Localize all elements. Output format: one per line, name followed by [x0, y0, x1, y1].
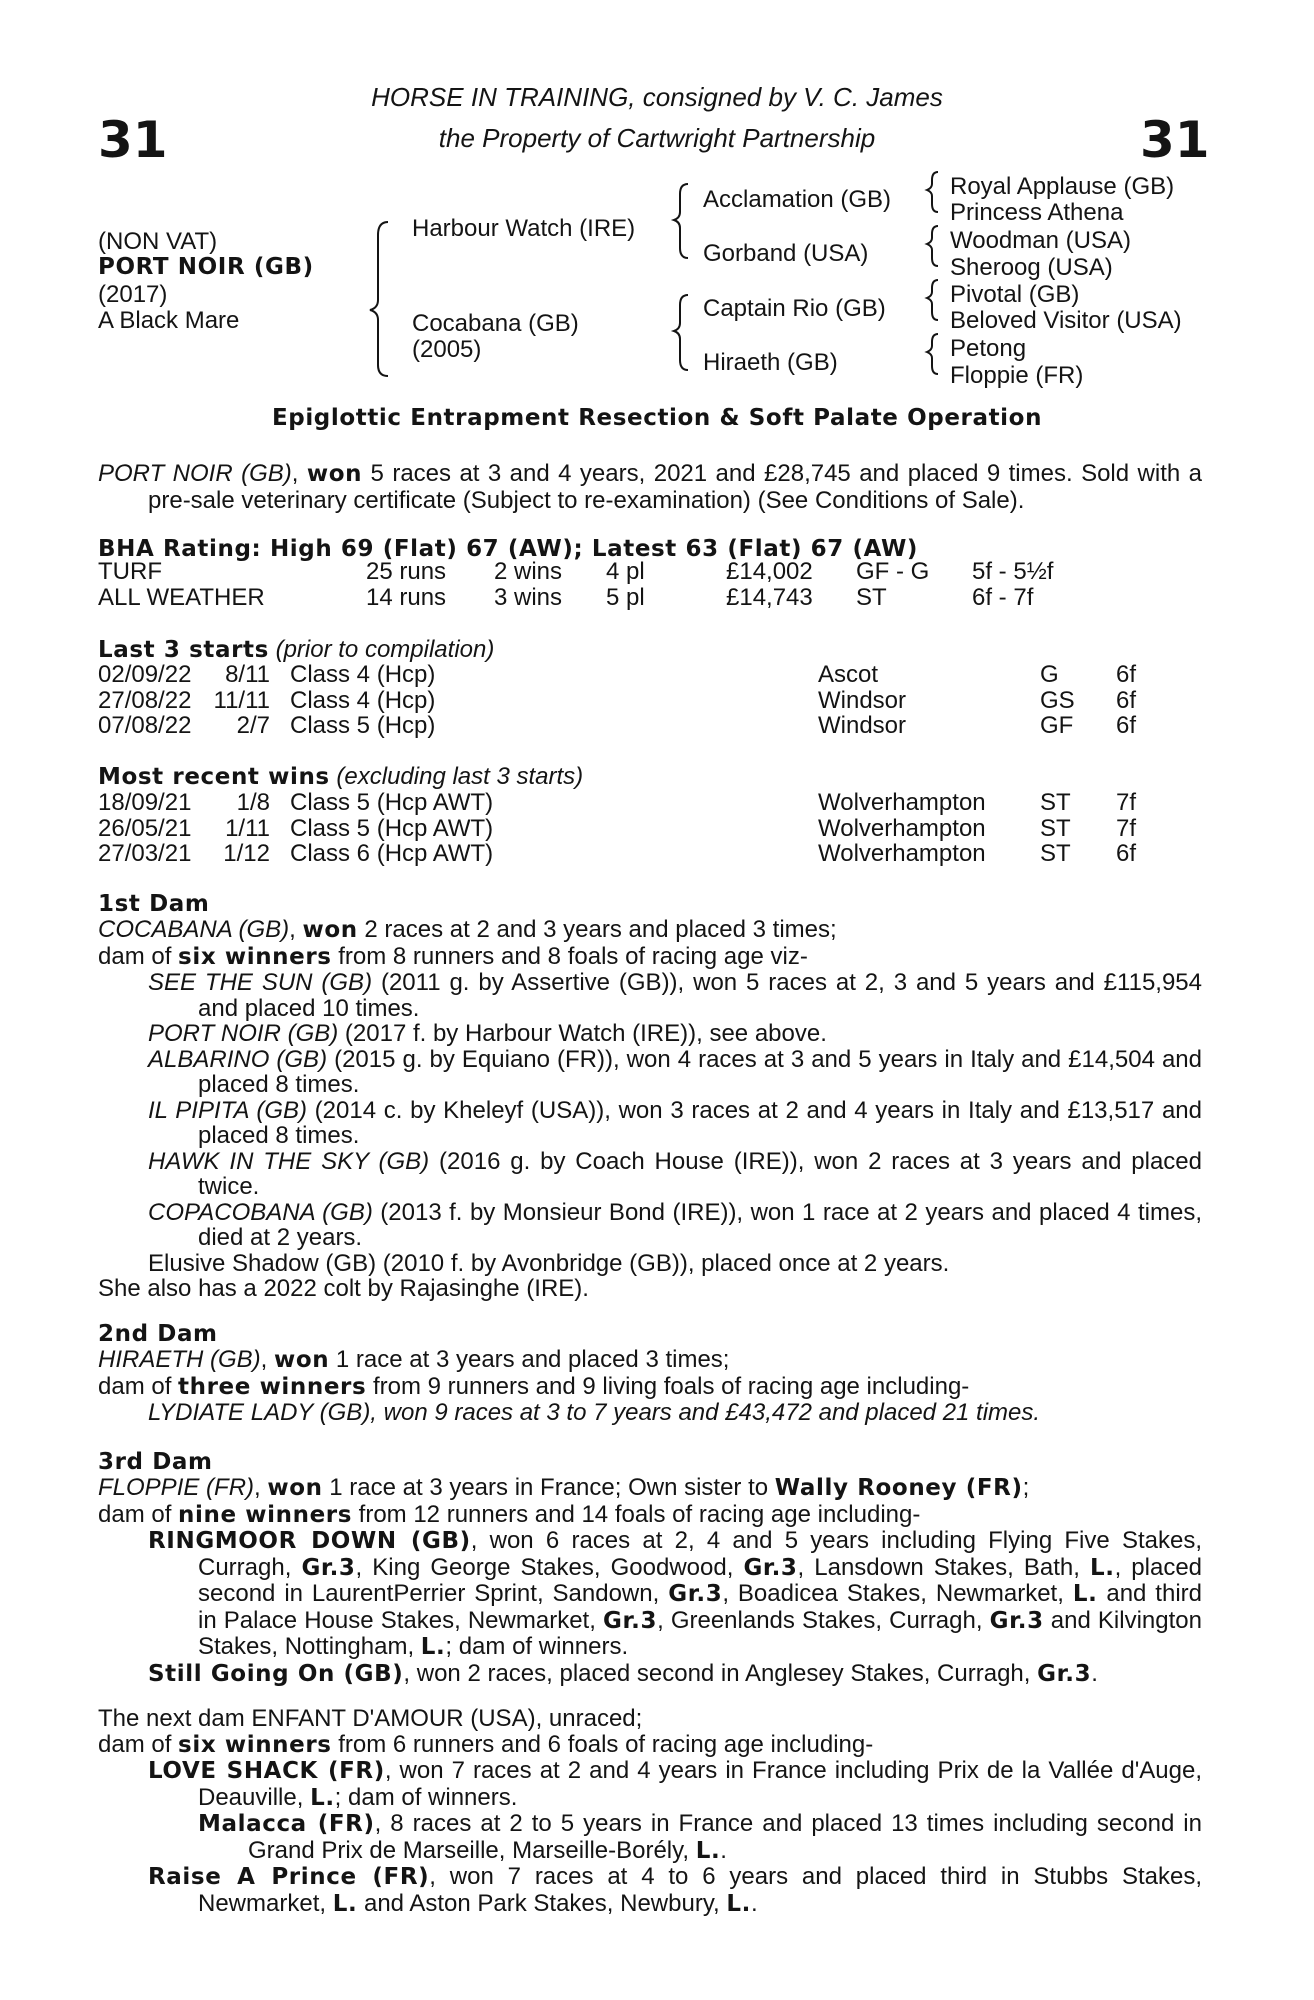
ringmoor-t1: , won 6 races at 2, 4 and 5 years including Flying Five Stakes, Curragh, — [198, 1527, 1202, 1581]
rating-dist-cell: 6f - 7f — [972, 584, 1034, 611]
pedigree-dam-dam: Hiraeth (GB) — [703, 349, 838, 376]
raise-a-prince — [98, 1864, 1202, 1917]
dam3-winners: nine winners — [178, 1501, 352, 1528]
rating-wins-cell: 3 wins — [494, 584, 563, 611]
dam1-line2: from 8 runners and 8 foals of racing age viz- — [331, 942, 808, 970]
next-dam-winners: six winners — [178, 1731, 332, 1758]
raise-a-prince-end: . — [750, 1889, 758, 1917]
pedigree-g3: Woodman (USA) — [950, 227, 1131, 254]
summary-paragraph: PORT NOIR (GB), won 5 races at 3 and 4 years, 2021 and £28,745 and placed 9 times. Sold with a pre-sale veterinary certificate (Subject to re-examination) (See Conditions of Sale). — [98, 460, 1202, 514]
progeny-text: (2011 g. by Assertive (GB)), won 5 races at 2, 3 and 5 years and £115,954 and placed 10 times. — [198, 969, 1202, 1022]
wins-going-cell: ST — [1040, 814, 1071, 842]
progeny-text: (2017 f. by Harbour Watch (IRE)), see above. — [338, 1020, 827, 1047]
last3-course-cell: Ascot — [818, 661, 879, 688]
dam3-line1: 1 race at 3 years in France; Own sister to — [322, 1474, 775, 1501]
ringmoor-t3: , Lansdown Stakes, Bath, — [797, 1553, 1090, 1581]
pedigree-g7: Petong — [950, 335, 1027, 362]
rating-dist-cell: 5f - 5½f — [972, 558, 1054, 585]
wins-distance-cell: 6f — [1116, 840, 1137, 867]
listed-mark: L. — [695, 1837, 721, 1864]
raise-a-prince-name: Raise A Prince (FR) — [148, 1864, 430, 1890]
wins-class-cell: Class 5 (Hcp AWT) — [290, 814, 494, 842]
pedigree-dam: Cocabana (GB) — [412, 310, 579, 337]
last3-title: Last 3 starts — [98, 637, 269, 663]
dam2-dam-of: dam of — [98, 1372, 179, 1400]
last3-position-cell: 8/11 — [225, 661, 270, 688]
progeny-name: ALBARINO (GB) — [148, 1045, 328, 1073]
progeny-name: SEE THE SUN (GB) — [148, 969, 373, 996]
rating-money-cell: £14,743 — [726, 584, 813, 611]
summary-horse-name: PORT NOIR (GB) — [98, 460, 292, 487]
dam1-progeny-item — [98, 1098, 1202, 1149]
last3-class-cell: Class 4 (Hcp) — [290, 686, 436, 714]
vat-status: (NON VAT) — [98, 228, 218, 255]
last3-going-cell: G — [1040, 661, 1059, 688]
listed-mark: L. — [726, 1890, 751, 1917]
progeny-name: PORT NOIR (GB) — [148, 1020, 339, 1047]
progeny-text: (2015 g. by Equiano (FR)), won 4 races at 3 and 5 years in Italy and £14,504 and placed 8 times. — [198, 1045, 1202, 1098]
rating-pl-cell: 4 pl — [606, 558, 645, 585]
dam3-title: 3rd Dam — [98, 1449, 213, 1475]
pedigree-g1: Royal Applause (GB) — [950, 173, 1175, 200]
wins-class-cell: Class 5 (Hcp AWT) — [290, 789, 494, 816]
progeny-name: HAWK IN THE SKY (GB) — [148, 1147, 430, 1175]
progeny-text: (2013 f. by Monsieur Bond (IRE)), won 1 race at 2 years and placed 4 times, died at 2 years. — [198, 1198, 1202, 1251]
pedigree-sire: Harbour Watch (IRE) — [412, 215, 636, 242]
last3-distance-cell: 6f — [1116, 712, 1137, 739]
pedigree-g8: Floppie (FR) — [950, 362, 1084, 389]
dam1-name: COCABANA (GB) — [98, 916, 290, 943]
property-heading: the Property of Cartwright Partnership — [438, 123, 876, 153]
wins-course-cell: Wolverhampton — [818, 814, 986, 842]
last3-going-cell: GS — [1040, 686, 1075, 714]
last3-date-cell: 27/08/22 — [98, 686, 192, 714]
dam3-paragraph: FLOPPIE (FR), won 1 race at 3 years in France; Own sister to Wally Rooney (FR); dam of nine winners from 12 runners and 14 foals of racing age including- RINGMOOR DOWN (GB), won 6 races at 2, 4 and 5 years including Flying Five Stakes, Curragh, Gr.3, King George Stakes, Goodwood, Gr.3, Lansdown Stakes, Bath, L., placed second in LaurentPerrier Sprint, Sandown, Gr.3, Boadicea Stakes, Newmarket, L. and third in Palace House Stakes, Newmarket, Gr.3, Greenlands Stakes, Curragh, Gr.3 and Kilvington Stakes, Nottingham, L.; dam of winners. Still Going On (GB), won 2 races, placed second in Anglesey Stakes, Curragh, Gr.3. — [98, 1474, 1203, 1687]
dam1-progeny-item — [98, 970, 1202, 1021]
lot-number-left: 31 — [98, 111, 168, 169]
wins-distance-cell: 7f — [1116, 789, 1137, 816]
pedigree-dam-year: (2005) — [412, 336, 482, 363]
pedigree-g5: Pivotal (GB) — [950, 281, 1080, 308]
last3-going-cell: GF — [1040, 712, 1074, 739]
dam3-ringmoor — [98, 1528, 1202, 1661]
last3-class-cell: Class 5 (Hcp) — [290, 712, 436, 739]
last3-position-cell: 11/11 — [213, 686, 270, 714]
dam3-dam-of: dam of — [98, 1500, 179, 1528]
pedigree-dam-sire: Captain Rio (GB) — [703, 295, 886, 322]
wins-distance-cell: 7f — [1116, 814, 1137, 842]
dam1-line1: 2 races at 2 and 3 years and placed 3 times; — [357, 916, 837, 943]
dam3-still-going — [98, 1661, 1202, 1688]
next-dam-dam-of: dam of — [98, 1730, 179, 1758]
last3-heading — [98, 637, 494, 664]
last3-position-cell: 2/7 — [236, 712, 270, 739]
rating-surface-cell: TURF — [98, 558, 162, 585]
dam1-progeny-item — [98, 1021, 1202, 1047]
listed-mark: L. — [1089, 1554, 1115, 1581]
wins-heading — [98, 764, 583, 791]
still-going-end: . — [1091, 1659, 1098, 1687]
consignment-heading: HORSE IN TRAINING, consigned by V. C. James — [371, 82, 943, 112]
wins-course-cell: Wolverhampton — [818, 789, 986, 816]
wins-course-cell: Wolverhampton — [818, 840, 986, 867]
dam2-won: won — [274, 1347, 330, 1373]
love-shack-end: ; dam of winners. — [334, 1783, 518, 1811]
rating-going-cell: GF - G — [856, 558, 930, 585]
listed-mark: L. — [310, 1784, 335, 1811]
malacca — [98, 1811, 1202, 1864]
raise-a-prince-mid: and Aston Park Stakes, Newbury, — [357, 1889, 727, 1917]
gr3: Gr.3 — [668, 1581, 723, 1607]
last3-course-cell: Windsor — [818, 712, 907, 739]
pedigree-g4: Sheroog (USA) — [950, 254, 1113, 281]
summary-text: 5 races at 3 and 4 years, 2021 and £28,745 and placed 9 times. Sold with a pre-sale veterinary certificate (Subject to re-examination) (See Conditions of Sale). — [148, 460, 1202, 514]
wins-date-cell: 18/09/21 — [98, 789, 192, 816]
dam1-winners: six winners — [178, 943, 332, 970]
still-going-text: , won 2 races, placed second in Anglesey Stakes, Curragh, — [403, 1659, 1038, 1687]
ringmoor-t6: and third in Palace House Stakes, Newmarket, — [198, 1580, 1202, 1634]
dam2-name: HIRAETH (GB) — [98, 1346, 261, 1373]
last3-date-cell: 02/09/22 — [98, 661, 192, 688]
last3-course-cell: Windsor — [818, 686, 907, 714]
horse-year: (2017) — [98, 281, 168, 308]
progeny-name: COPACOBANA (GB) — [148, 1198, 373, 1226]
wins-title: Most recent wins — [98, 764, 330, 790]
gr3: Gr.3 — [301, 1554, 356, 1581]
malacca-end: . — [720, 1836, 727, 1864]
listed-mark: L. — [420, 1634, 446, 1660]
dam3-sister: Wally Rooney (FR) — [774, 1475, 1023, 1501]
rating-surface-cell: ALL WEATHER — [98, 584, 265, 611]
dam1-dam-of: dam of — [98, 942, 179, 970]
love-shack-name: LOVE SHACK (FR) — [148, 1758, 385, 1784]
ringmoor-t5: , Boadicea Stakes, Newmarket, — [722, 1580, 1073, 1607]
gr3: Gr.3 — [602, 1607, 658, 1634]
dam2-winners: three winners — [178, 1373, 367, 1400]
raise-a-prince-text: , won 7 races at 4 to 6 years and placed third in Stubbs Stakes, Newmarket, — [198, 1863, 1202, 1917]
dam3-name: FLOPPIE (FR) — [98, 1474, 255, 1501]
gr3: Gr.3 — [1037, 1660, 1092, 1687]
dam3-line1-end: ; — [1022, 1474, 1030, 1501]
dam1-elusive: Elusive Shadow (GB) (2010 f. by Avonbridge (GB)), placed once at 2 years. — [148, 1249, 950, 1277]
wins-position-cell: 1/11 — [225, 814, 270, 842]
dam1-title: 1st Dam — [98, 891, 210, 917]
ringmoor-t4: , placed second in LaurentPerrier Sprint, Sandown, — [198, 1553, 1203, 1607]
dam1-progeny-item — [98, 1047, 1202, 1098]
dam2-line2: from 9 runners and 9 living foals of racing age including- — [366, 1372, 970, 1400]
progeny-name: IL PIPITA (GB) — [148, 1096, 307, 1124]
last3-class-cell: Class 4 (Hcp) — [290, 661, 436, 688]
rating-pl-cell: 5 pl — [606, 584, 645, 611]
last3-date-cell: 07/08/22 — [98, 712, 192, 739]
dam2-progeny: LYDIATE LADY (GB), won 9 races at 3 to 7 years and £43,472 and placed 21 times. — [148, 1399, 1041, 1426]
last3-subtitle: (prior to compilation) — [275, 636, 495, 663]
wins-position-cell: 1/12 — [223, 840, 270, 867]
wins-position-cell: 1/8 — [236, 789, 270, 816]
pedigree-sire-dam: Gorband (USA) — [703, 240, 869, 267]
dam2-line1: 1 race at 3 years and placed 3 times; — [329, 1346, 730, 1373]
pedigree-g2: Princess Athena — [950, 199, 1124, 226]
next-dam-line2: from 6 runners and 6 foals of racing age including- — [331, 1730, 874, 1758]
ringmoor-t8: and Kilvington Stakes, Nottingham, — [198, 1606, 1202, 1660]
malacca-name: Malacca (FR) — [198, 1811, 375, 1837]
next-dam-line1: The next dam ENFANT D'AMOUR (USA), unraced; — [98, 1705, 643, 1732]
next-dam-paragraph — [98, 1706, 1202, 1917]
pedigree-sire-sire: Acclamation (GB) — [703, 186, 892, 213]
gr3: Gr.3 — [743, 1554, 798, 1581]
wins-subtitle: (excluding last 3 starts) — [336, 763, 584, 790]
wins-class-cell: Class 6 (Hcp AWT) — [290, 840, 494, 867]
dam1-also: She also has a 2022 colt by Rajasinghe (IRE). — [98, 1275, 589, 1302]
ringmoor-t7: , Greenlands Stakes, Curragh, — [657, 1606, 990, 1634]
last3-distance-cell: 6f — [1116, 686, 1137, 714]
last3-distance-cell: 6f — [1116, 661, 1137, 688]
dam2-title: 2nd Dam — [98, 1321, 218, 1347]
dam1-progeny-item — [98, 1200, 1202, 1251]
ringmoor-t2: , King George Stakes, Goodwood, — [355, 1553, 744, 1581]
wins-going-cell: ST — [1040, 789, 1071, 816]
love-shack-text: , won 7 races at 2 and 4 years in France including Prix de la Vallée d'Auge, Deauville, — [198, 1757, 1203, 1811]
ringmoor-t9: ; dam of winners. — [445, 1633, 629, 1660]
rating-runs-cell: 14 runs — [366, 584, 447, 611]
operation-note: Epiglottic Entrapment Resection & Soft Palate Operation — [271, 405, 1043, 431]
dam1-won: won — [302, 917, 358, 943]
still-going-name: Still Going On (GB) — [148, 1660, 404, 1687]
rating-going-cell: ST — [856, 584, 887, 611]
love-shack — [98, 1758, 1202, 1811]
dam3-won: won — [267, 1475, 323, 1501]
dam2-paragraph: HIRAETH (GB), won 1 race at 3 years and placed 3 times; dam of three winners from 9 runners and 9 living foals of racing age including- LYDIATE LADY (GB), won 9 races at 3 to 7 years and £43,472 and placed 21 times. — [98, 1347, 1202, 1426]
dam1-paragraph: COCABANA (GB), won 2 races at 2 and 3 years and placed 3 times; dam of six winners from 8 runners and 8 foals of racing age viz- SEE THE SUN (GB) (2011 g. by Assertive (GB)), won 5 races at 2, 3 and 5 years and £115,954 and placed 10 times. PORT NOIR (GB) (2017 f. by Harbour Watch (IRE)), see above. ALBARINO (GB) (2015 g. by Equiano (FR)), won 4 races at 3 and 5 years in Italy and £14,504 and placed 8 times. IL PIPITA (GB) (2014 c. by Kheleyf (USA)), won 3 races at 2 and 4 years in Italy and £13,517 and placed 8 times. HAWK IN THE SKY (GB) (2016 g. by Coach House (IRE)), won 2 races at 3 years and placed twice. COPACOBANA (GB) (2013 f. by Monsieur Bond (IRE)), won 1 race at 2 years and placed 4 times, died at 2 years. Elusive Shadow (GB) (2010 f. by Avonbridge (GB)), placed once at 2 years. She also has a 2022 colt by Rajasinghe (IRE). — [98, 916, 1202, 1302]
dam1-progeny-list — [98, 970, 1202, 1251]
horse-name: PORT NOIR (GB) — [98, 254, 314, 280]
malacca-text: , 8 races at 2 to 5 years in France and placed 13 times including second in Grand Prix de Marseille, Marseille-Borély, — [248, 1810, 1202, 1864]
dam1-progeny-item — [98, 1149, 1202, 1200]
ringmoor-name: RINGMOOR DOWN (GB) — [148, 1528, 471, 1554]
listed-mark: L. — [332, 1890, 358, 1917]
progeny-text: (2016 g. by Coach House (IRE)), won 2 races at 3 years and placed twice. — [198, 1147, 1202, 1200]
rating-money-cell: £14,002 — [726, 558, 813, 585]
listed-mark: L. — [1072, 1581, 1098, 1607]
dam3-line2: from 12 runners and 14 foals of racing age including- — [352, 1500, 921, 1528]
rating-runs-cell: 25 runs — [366, 558, 447, 585]
progeny-text: (2014 c. by Kheleyf (USA)), won 3 races at 2 and 4 years in Italy and £13,517 and placed 8 times. — [198, 1096, 1202, 1149]
pedigree-g6: Beloved Visitor (USA) — [950, 307, 1182, 334]
gr3: Gr.3 — [989, 1607, 1044, 1634]
rating-wins-cell: 2 wins — [494, 558, 563, 585]
wins-date-cell: 26/05/21 — [98, 814, 192, 842]
wins-going-cell: ST — [1040, 840, 1071, 867]
lot-number-right: 31 — [1140, 111, 1210, 169]
summary-won: won — [306, 461, 363, 487]
wins-date-cell: 27/03/21 — [98, 840, 192, 867]
bha-rating-title: BHA Rating: High 69 (Flat) 67 (AW); Latest 63 (Flat) 67 (AW) — [98, 536, 919, 562]
horse-description: A Black Mare — [98, 307, 240, 334]
